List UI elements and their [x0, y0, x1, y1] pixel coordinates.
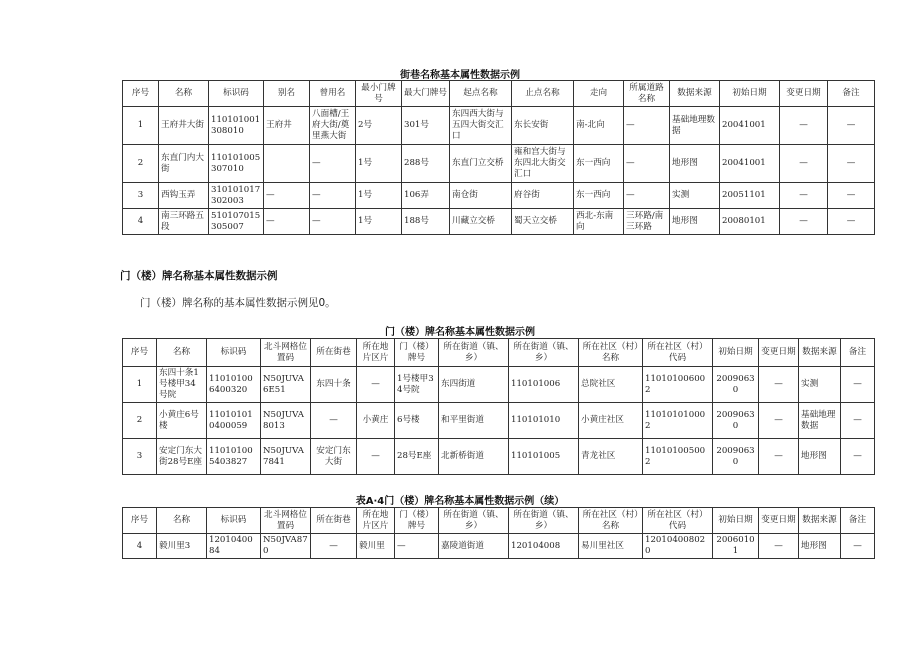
column-header: 所在街道（镇、乡）	[509, 508, 579, 534]
table-cell: 2	[123, 145, 159, 183]
table-cell: —	[828, 107, 875, 145]
table-row	[123, 209, 875, 235]
table-cell: 288号	[402, 145, 450, 183]
table-cell: 东四十条1号楼甲34号院	[157, 367, 207, 403]
table-cell: 106弄	[402, 183, 450, 209]
table-cell: 南-北向	[574, 107, 624, 145]
table-cell: —	[841, 439, 875, 475]
table-row	[123, 367, 875, 403]
table-cell: 和平里街道	[439, 403, 509, 439]
table-cell: N50JUVA7841	[261, 439, 311, 475]
table-cell: —	[759, 439, 799, 475]
column-header: 变更日期	[780, 81, 828, 107]
table-cell: 南仓街	[450, 183, 512, 209]
column-header: 初始日期	[720, 81, 780, 107]
column-header: 门（楼）牌号	[395, 508, 439, 534]
column-header: 所在地片区片	[357, 339, 395, 367]
table-cell: —	[357, 367, 395, 403]
column-header: 最大门牌号	[402, 81, 450, 107]
table-cell: —	[624, 145, 670, 183]
table-cell: —	[310, 183, 356, 209]
column-header: 备注	[841, 339, 875, 367]
table-cell: 易川里社区	[579, 534, 643, 559]
table-cell: N50JUVA6E51	[261, 367, 311, 403]
table-row	[123, 534, 875, 559]
table-cell: 110101001308010	[209, 107, 264, 145]
table-row	[123, 145, 875, 183]
table-cell: 20080101	[720, 209, 780, 235]
table-header-row	[123, 508, 875, 534]
table-cell: 地形图	[670, 145, 720, 183]
column-header: 初始日期	[713, 508, 759, 534]
column-header: 变更日期	[759, 339, 799, 367]
table-cell: N50JUVA8013	[261, 403, 311, 439]
column-header: 所在社区（村）名称	[579, 339, 643, 367]
table-cell: 1号	[356, 145, 402, 183]
table-cell: 110101006400320	[207, 367, 261, 403]
table-cell: 110101005403827	[207, 439, 261, 475]
table-cell: 3	[123, 439, 157, 475]
table-cell: 东长安街	[512, 107, 574, 145]
table-cell: 王府井	[264, 107, 310, 145]
table-cell: 王府井大街	[159, 107, 209, 145]
table-cell: —	[828, 145, 875, 183]
table-cell: —	[841, 534, 875, 559]
table-cell: 2	[123, 403, 157, 439]
column-header: 最小门牌号	[356, 81, 402, 107]
table-cell: 地形图	[799, 534, 841, 559]
column-header: 序号	[123, 508, 157, 534]
table-cell: 20051101	[720, 183, 780, 209]
table-cell: —	[310, 145, 356, 183]
table-cell: —	[311, 403, 357, 439]
table-cell: 府谷街	[512, 183, 574, 209]
column-header: 初始日期	[713, 339, 759, 367]
column-header: 所在社区（村）代码	[643, 339, 713, 367]
column-header: 所在街巷	[311, 508, 357, 534]
table-cell: 基础地理数据	[799, 403, 841, 439]
table-cell: 基础地理数据	[670, 107, 720, 145]
table-cell: 120104008020	[643, 534, 713, 559]
table-cell: —	[780, 183, 828, 209]
column-header: 别名	[264, 81, 310, 107]
column-header: 起点名称	[450, 81, 512, 107]
column-header: 所属道路名称	[624, 81, 670, 107]
table-cell	[264, 145, 310, 183]
table-cell: 188号	[402, 209, 450, 235]
table-cell: 东四街道	[439, 367, 509, 403]
table-cell: 北新桥街道	[439, 439, 509, 475]
table-cell: 毅川里	[357, 534, 395, 559]
table-cell: —	[759, 367, 799, 403]
table-cell: 110101010	[509, 403, 579, 439]
table-row	[123, 107, 875, 145]
column-header: 所在街道（镇、乡）	[509, 339, 579, 367]
table-cell: 110101010400059	[207, 403, 261, 439]
table3-caption: 表A·4门（楼）牌名称基本属性数据示例（续）	[355, 496, 565, 507]
table-cell: 毅川里3	[157, 534, 207, 559]
column-header: 备注	[828, 81, 875, 107]
table-cell: —	[624, 183, 670, 209]
table-cell: 28号E座	[395, 439, 439, 475]
table-cell: 安定门东大街	[311, 439, 357, 475]
table-cell: 雍和宫大街与东四北大街交汇口	[512, 145, 574, 183]
table-row	[123, 403, 875, 439]
table-cell: 八面槽/王府大街/奠里燕大街	[310, 107, 356, 145]
table-cell: 110101005002	[643, 439, 713, 475]
table-cell: 西钩玉弄	[159, 183, 209, 209]
table-cell: 西北-东南向	[574, 209, 624, 235]
table-cell: 310101017302003	[209, 183, 264, 209]
table-cell: —	[357, 439, 395, 475]
column-header: 曾用名	[310, 81, 356, 107]
section-paragraph: 门（楼）牌名称的基本属性数据示例见0。	[140, 297, 336, 309]
table-cell: 蜀天立交桥	[512, 209, 574, 235]
table-cell: —	[780, 107, 828, 145]
table-cell: 1号	[356, 183, 402, 209]
table-cell: 6号楼	[395, 403, 439, 439]
table-cell: 2号	[356, 107, 402, 145]
column-header: 标识码	[209, 81, 264, 107]
table-cell: 青龙社区	[579, 439, 643, 475]
table-cell: 110101005307010	[209, 145, 264, 183]
column-header: 数据来源	[670, 81, 720, 107]
table-cell: 南三环路五段	[159, 209, 209, 235]
table-cell: 小黄庄	[357, 403, 395, 439]
column-header: 北斗网格位置码	[261, 508, 311, 534]
table-cell: 110101005	[509, 439, 579, 475]
table-cell: 东一西向	[574, 183, 624, 209]
table-cell: 110101006002	[643, 367, 713, 403]
column-header: 所在地片区片	[357, 508, 395, 534]
column-header: 名称	[157, 508, 207, 534]
table-cell: 120104008	[509, 534, 579, 559]
table-cell: 地形图	[799, 439, 841, 475]
table-cell: 川藏立交桥	[450, 209, 512, 235]
column-header: 备注	[841, 508, 875, 534]
column-header: 止点名称	[512, 81, 574, 107]
table-row	[123, 183, 875, 209]
table-cell: —	[395, 534, 439, 559]
table-cell: 东四十条	[311, 367, 357, 403]
column-header: 数据来源	[799, 508, 841, 534]
table-cell: —	[780, 145, 828, 183]
table-cell: 东直门立交桥	[450, 145, 512, 183]
table-cell: 实测	[670, 183, 720, 209]
table-cell: 东直门内大街	[159, 145, 209, 183]
section-heading: 门（楼）牌名称基本属性数据示例	[120, 270, 278, 282]
column-header: 变更日期	[759, 508, 799, 534]
door-plate-attribute-table	[122, 338, 875, 475]
table-cell: 20060101	[713, 534, 759, 559]
column-header: 所在社区（村）代码	[643, 508, 713, 534]
table-cell: 小黄庄社区	[579, 403, 643, 439]
table-cell: 东四西大街与五四大街交汇口	[450, 107, 512, 145]
column-header: 标识码	[207, 508, 261, 534]
table-cell: 实测	[799, 367, 841, 403]
table-cell: —	[311, 534, 357, 559]
column-header: 标识码	[207, 339, 261, 367]
table-cell: —	[264, 209, 310, 235]
table-cell: —	[828, 183, 875, 209]
column-header: 所在街巷	[311, 339, 357, 367]
table-cell: —	[310, 209, 356, 235]
column-header: 所在街道（镇、乡）	[439, 339, 509, 367]
column-header: 数据来源	[799, 339, 841, 367]
column-header: 走向	[574, 81, 624, 107]
column-header: 所在街道（镇、乡）	[439, 508, 509, 534]
column-header: 所在社区（村）名称	[579, 508, 643, 534]
table-cell: 20090630	[713, 439, 759, 475]
door-plate-attribute-table-continued	[122, 507, 875, 559]
table-cell: 301号	[402, 107, 450, 145]
table-cell: 3	[123, 183, 159, 209]
table-cell: 1号	[356, 209, 402, 235]
table-cell: N50JVA870	[261, 534, 311, 559]
column-header: 序号	[123, 339, 157, 367]
table-cell: 4	[123, 209, 159, 235]
table-header-row	[123, 81, 875, 107]
table-cell: 1	[123, 107, 159, 145]
table-cell: 20041001	[720, 107, 780, 145]
column-header: 名称	[159, 81, 209, 107]
table-cell: 1	[123, 367, 157, 403]
table-cell: —	[841, 403, 875, 439]
column-header: 门（楼）牌号	[395, 339, 439, 367]
table-cell: —	[828, 209, 875, 235]
table-cell: 三环路/南三环路	[624, 209, 670, 235]
table-cell: 20090630	[713, 403, 759, 439]
table-cell: 20041001	[720, 145, 780, 183]
column-header: 名称	[157, 339, 207, 367]
column-header: 北斗网格位置码	[261, 339, 311, 367]
table-cell: 1201040084	[207, 534, 261, 559]
table-cell: 1号楼甲34号院	[395, 367, 439, 403]
column-header: 序号	[123, 81, 159, 107]
table-cell: 安定门东大街28号E座	[157, 439, 207, 475]
table-cell: 4	[123, 534, 157, 559]
table-cell: 嘉陵道街道	[439, 534, 509, 559]
table2-caption: 门（楼）牌名称基本属性数据示例	[385, 327, 535, 338]
table-cell: —	[264, 183, 310, 209]
table-row	[123, 439, 875, 475]
table-cell: 20090630	[713, 367, 759, 403]
table-cell: 东一西向	[574, 145, 624, 183]
table-cell: 地形图	[670, 209, 720, 235]
table-cell: —	[624, 107, 670, 145]
table-cell: —	[841, 367, 875, 403]
table-cell: 110101010002	[643, 403, 713, 439]
table-cell: 110101006	[509, 367, 579, 403]
table-cell: —	[759, 534, 799, 559]
street-attribute-table	[122, 80, 875, 235]
table-cell: —	[780, 209, 828, 235]
table-cell: —	[759, 403, 799, 439]
table-cell: 510107015305007	[209, 209, 264, 235]
table1-caption: 街巷名称基本属性数据示例	[400, 70, 520, 81]
table-cell: 总院社区	[579, 367, 643, 403]
table-header-row	[123, 339, 875, 367]
table-cell: 小黄庄6号楼	[157, 403, 207, 439]
